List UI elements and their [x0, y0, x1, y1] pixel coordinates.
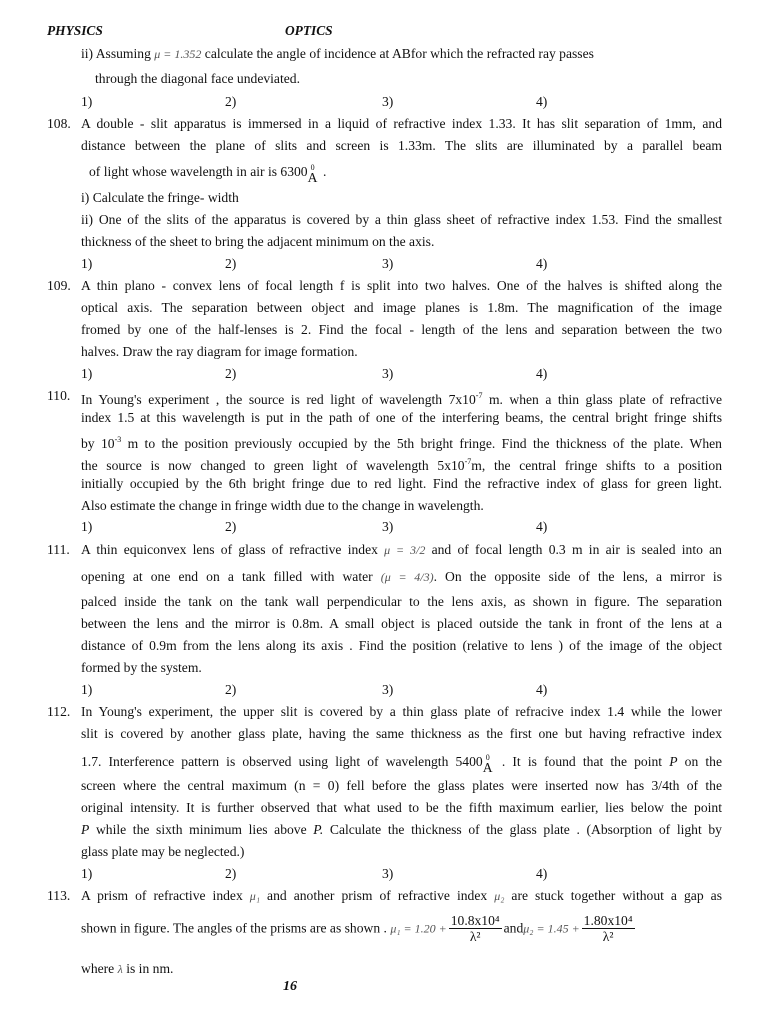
option-3: 3) [382, 682, 394, 697]
angstrom-letter: A [307, 170, 318, 185]
exponent: -7 [464, 457, 472, 466]
q110-line2: index 1.5 at this wavelength is put in the path of one of the interfering beams, the central bright fringe shifts [81, 410, 722, 425]
angstrom-symbol [482, 753, 495, 775]
mu-value: μ = 1.352 [154, 47, 202, 61]
text: . [319, 164, 327, 179]
lambda-symbol: λ [117, 962, 123, 976]
question-number: 108. [47, 116, 71, 131]
option-3: 3) [382, 519, 394, 534]
question-number: 110. [47, 388, 71, 403]
fraction-1 [449, 913, 502, 944]
text: and [503, 920, 524, 936]
text: Calculate the thickness of the glass plate . (Absorption of light by [323, 822, 722, 837]
text: ii) Assuming [81, 46, 155, 61]
denominator: λ² [469, 929, 481, 944]
q112-line6 [81, 822, 722, 838]
q108-line3 [89, 163, 327, 185]
option-3: 3) [382, 366, 394, 381]
text: . It is found that the point [494, 754, 670, 769]
text: by 10 [81, 436, 115, 451]
option-2: 2) [225, 94, 237, 109]
point-p: P. [313, 822, 324, 837]
q109-line3: fromed by one of the half-lenses is 2. Find the focal - length of the lens and separation between the two [81, 322, 722, 337]
q109-line4: halves. Draw the ray diagram for image formation. [81, 344, 358, 359]
option-3: 3) [382, 866, 394, 881]
page-number: 16 [283, 979, 297, 994]
q108-part-ii-line1: ii) One of the slits of the apparatus is covered by a thin glass sheet of refractive index 1.53. Find the smallest [81, 212, 722, 227]
equation-mu1: μ₁ = 1.20 + [390, 921, 447, 936]
q108-part-i: i) Calculate the fringe- width [81, 190, 239, 205]
mu-value: μ = 3/2 [384, 543, 426, 557]
option-4: 4) [536, 94, 548, 109]
text: m. when a thin glass plate of refractive [482, 392, 722, 407]
text: calculate the angle of incidence at ABfor which the refracted ray passes [201, 46, 594, 61]
option-2: 2) [225, 366, 237, 381]
text: 1.7. Interference pattern is observed using light of wavelength 5400 [81, 754, 483, 769]
mu-value: (μ = 4/3) [380, 570, 434, 584]
option-2: 2) [225, 866, 237, 881]
option-3: 3) [382, 256, 394, 271]
q109-line1: A thin plano - convex lens of focal length f is split into two halves. One of the halves is shifted along the [81, 278, 722, 293]
option-1: 1) [81, 682, 93, 697]
text: the source is now changed to green light of wavelength 5x10 [81, 458, 465, 473]
angstrom-ring: 0 [485, 753, 490, 762]
question-number: 109. [47, 278, 71, 293]
angstrom-letter: A [482, 760, 493, 775]
q112-line2: slit is covered by another glass plate, having the same thickness as the first one but having refractive index [81, 726, 722, 741]
option-2: 2) [225, 682, 237, 697]
text: opening at one end on a tank filled with water [81, 569, 381, 584]
q111-line2 [81, 569, 722, 585]
q112-line4: screen where the central maximum (n = 0) fell before the glass plates were inserted now has 3/4th of the [81, 778, 722, 793]
q109-line2: optical axis. The separation between object and image planes is 1.8m. The magnification of the image [81, 300, 722, 315]
option-1: 1) [81, 366, 93, 381]
text: A prism of refractive index [81, 888, 250, 903]
q111-line4: between the lens and the mirror is 0.8m. A small object is placed outside the tank in front of the lens at a [81, 616, 722, 631]
text: where [81, 961, 118, 976]
q108-line2: distance between the plane of slits and screen is 1.33m. The slits are illuminated by a parallel beam [81, 138, 722, 153]
q107-part-ii-line2: through the diagonal face undeviated. [95, 71, 300, 86]
option-4: 4) [536, 366, 548, 381]
q113-line3 [81, 961, 173, 977]
q111-line3: palced inside the tank on the tank wall perpendicular to the lens axis, as shown in figure. The separation [81, 594, 722, 609]
option-1: 1) [81, 94, 93, 109]
q111-line5: distance of 0.9m from the lens along its axis . Find the position (relative to lens ) of the image of the object [81, 638, 722, 653]
text: shown in figure. The angles of the prisms are as shown . [81, 920, 391, 936]
q112-line7: glass plate may be neglected.) [81, 844, 245, 859]
text: are stuck together without a gap as [504, 888, 722, 903]
text: while the sixth minimum lies above [89, 822, 314, 837]
q110-line6: Also estimate the change in fringe width due to the change in wavelength. [81, 498, 484, 513]
exponent: -7 [475, 391, 483, 400]
option-1: 1) [81, 256, 93, 271]
mu1-symbol: μ₁ [249, 889, 260, 903]
numerator: 1.80x10⁴ [583, 913, 633, 928]
text: and of focal length 0.3 m in air is sealed into an [425, 542, 722, 557]
text: and another prism of refractive index [260, 888, 495, 903]
q111-line6: formed by the system. [81, 660, 202, 675]
text: In Young's experiment , the source is red light of wavelength 7x10 [81, 392, 476, 407]
text: on the [677, 754, 723, 769]
option-3: 3) [382, 94, 394, 109]
text: A thin equiconvex lens of glass of refractive index [81, 542, 385, 557]
point-p: P [81, 822, 90, 837]
equation-mu2: μ₂ = 1.45 + [523, 921, 580, 936]
question-number: 112. [47, 704, 71, 719]
exponent: -3 [114, 435, 122, 444]
numerator: 10.8x10⁴ [450, 913, 500, 928]
angstrom-ring: 0 [310, 163, 315, 172]
q112-line5: original intensity. It is further observed that what used to be the fifth maximum earlier, lies below the point [81, 800, 722, 815]
option-2: 2) [225, 519, 237, 534]
text: of light whose wavelength in air is 6300 [89, 164, 308, 179]
fraction-2 [582, 913, 635, 944]
angstrom-symbol [307, 163, 320, 185]
subject-label: PHYSICS [47, 23, 103, 38]
option-4: 4) [536, 866, 548, 881]
option-1: 1) [81, 866, 93, 881]
q108-part-ii-line2: thickness of the sheet to bring the adjacent minimum on the axis. [81, 234, 435, 249]
q110-line3 [81, 432, 722, 452]
q110-line1 [81, 388, 722, 408]
text: is in nm. [122, 961, 174, 976]
option-4: 4) [536, 682, 548, 697]
q112-line1: In Young's experiment, the upper slit is covered by a thin glass plate of refracive index 1.4 while the lower [81, 704, 722, 719]
mu2-symbol: μ₂ [494, 889, 505, 903]
chapter-label: OPTICS [285, 23, 333, 38]
text: . On the opposite side of the lens, a mirror is [433, 569, 723, 584]
denominator: λ² [602, 929, 614, 944]
q113-line1 [81, 888, 722, 904]
option-1: 1) [81, 519, 93, 534]
page-header [47, 23, 333, 39]
q112-line3 [81, 753, 723, 775]
q110-line4 [81, 454, 722, 474]
question-number: 113. [47, 888, 71, 903]
q110-line5: initially occupied by the 6th bright fringe due to red light. Find the refractive index of glass for green light. [81, 476, 722, 491]
q113-line2 [81, 913, 637, 944]
option-2: 2) [225, 256, 237, 271]
text: m to the position previously occupied by the 5th bright fringe. Find the thickness of the plate. When [121, 436, 722, 451]
option-4: 4) [536, 519, 548, 534]
option-4: 4) [536, 256, 548, 271]
q111-line1 [81, 542, 722, 558]
q107-part-ii-line1 [81, 46, 594, 62]
question-number: 111. [47, 542, 70, 557]
q108-line1: A double - slit apparatus is immersed in a liquid of refractive index 1.33. It has slit separation of 1mm, and [81, 116, 722, 131]
point-p: P [669, 754, 678, 769]
text: m, the central fringe shifts to a position [471, 458, 722, 473]
